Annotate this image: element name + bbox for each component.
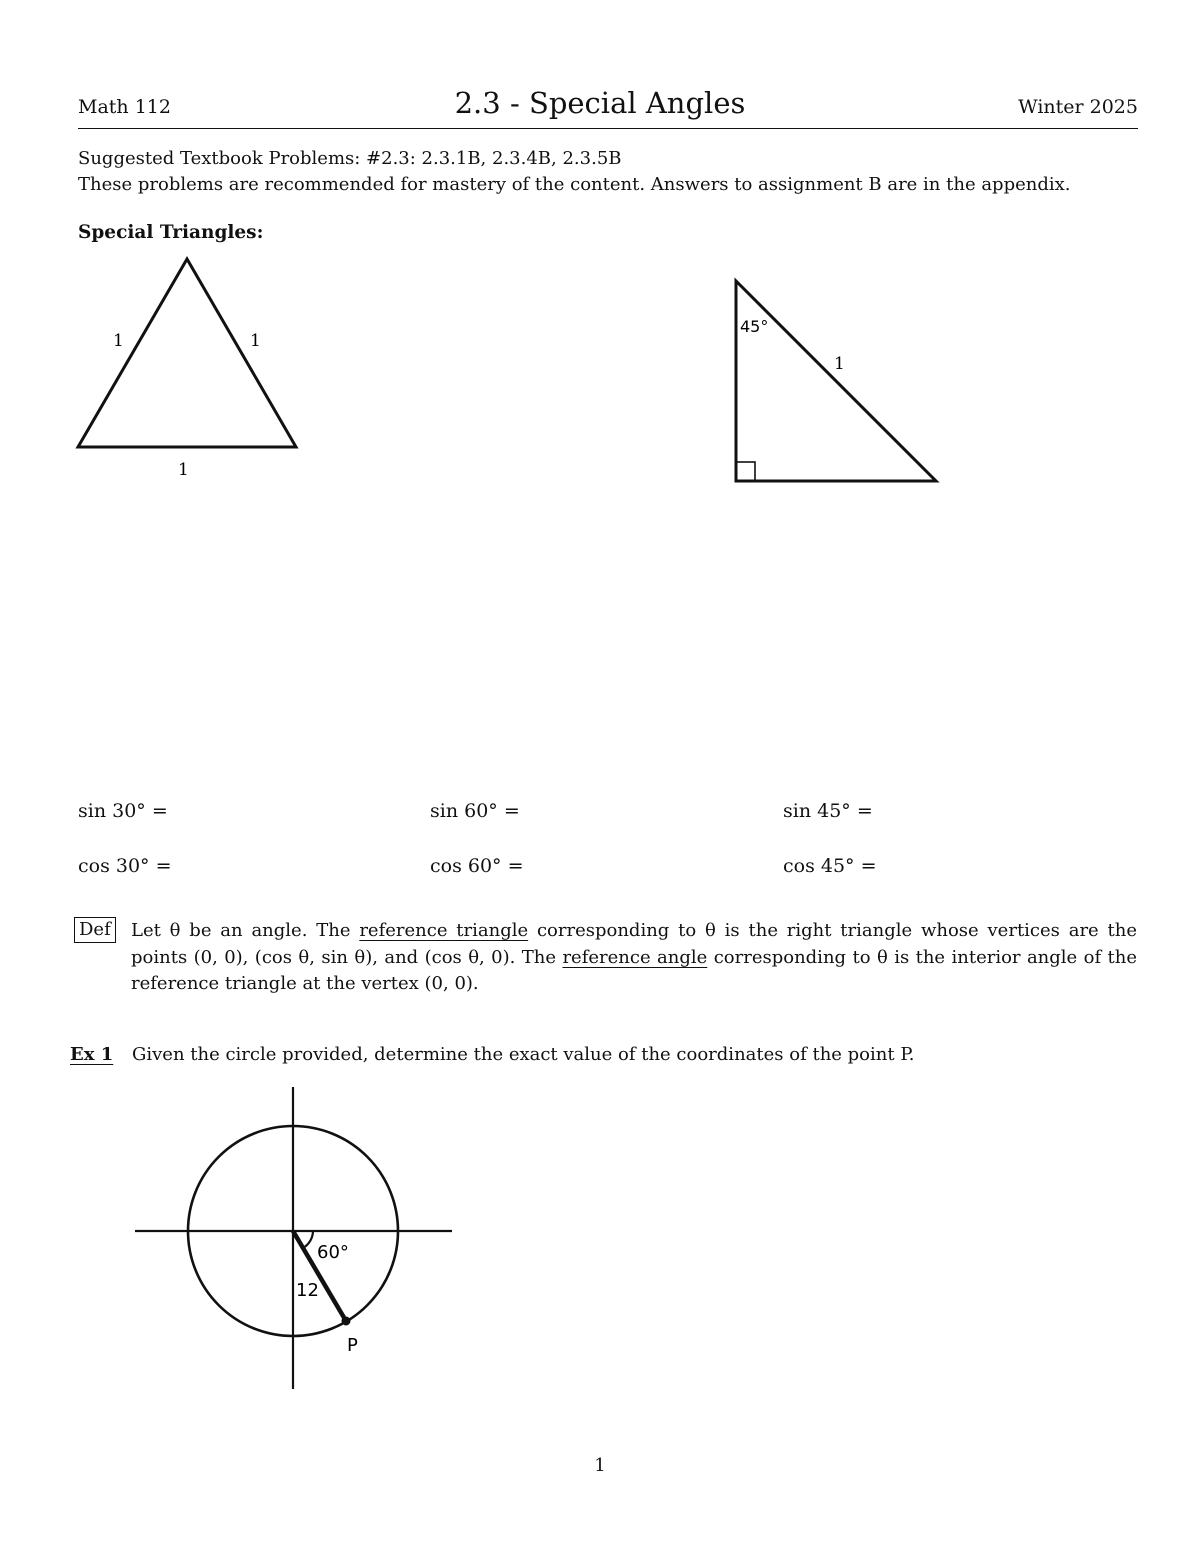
- definition-text: [131, 918, 1137, 998]
- sin-60-equation: sin 60° =: [430, 800, 520, 822]
- angle-arc: [303, 1231, 313, 1248]
- page-title: 2.3 - Special Angles: [454, 86, 746, 120]
- angle-45-label: 45°: [740, 317, 769, 336]
- definition-text-part-3: corresponding to θ is the interior angle of the reference triangle at the vertex (0, 0).: [131, 946, 1137, 994]
- right-triangle: [736, 281, 936, 481]
- reference-angle-term: reference angle: [562, 946, 708, 968]
- header-rule: [78, 128, 1138, 129]
- suggested-problems: Suggested Textbook Problems: #2.3: 2.3.1B, 2.3.4B, 2.3.5B: [78, 148, 622, 169]
- equilateral-side-left-label: 1: [113, 331, 124, 351]
- radius-12-label: 12: [296, 1280, 319, 1301]
- right-angle-marker: [736, 462, 755, 481]
- example-1-prompt: Given the circle provided, determine the exact value of the coordinates of the point P.: [132, 1044, 915, 1065]
- sin-30-equation: sin 30° =: [78, 800, 168, 822]
- point-p-dot: [342, 1317, 351, 1326]
- equilateral-triangle: [78, 259, 296, 447]
- equilateral-side-right-label: 1: [250, 331, 261, 351]
- term-label: Winter 2025: [1018, 96, 1138, 118]
- point-p-label: P: [347, 1335, 358, 1356]
- page-number: 1: [594, 1455, 606, 1476]
- reference-triangle-term: reference triangle: [359, 920, 529, 941]
- equilateral-side-bottom-label: 1: [178, 460, 189, 480]
- equilateral-triangle-figure: [60, 245, 320, 485]
- angle-60-label: 60°: [317, 1242, 349, 1263]
- sin-45-equation: sin 45° =: [783, 800, 873, 822]
- intro-note: These problems are recommended for mastery of the content. Answers to assignment B are in the appendix.: [78, 174, 1071, 195]
- definition-label: Def: [74, 917, 116, 943]
- definition-text-part-1: Let θ be an angle. The: [131, 920, 360, 941]
- cos-45-equation: cos 45° =: [783, 855, 877, 877]
- definition-text-part-2: corresponding to θ is the right triangle whose vertices are the points (0, 0), (cos θ, sin θ), and (cos θ, 0). The: [131, 920, 1138, 968]
- hypotenuse-label: 1: [834, 354, 845, 374]
- unit-circle-figure: [130, 1085, 460, 1395]
- course-label: Math 112: [78, 96, 171, 118]
- cos-60-equation: cos 60° =: [430, 855, 524, 877]
- special-triangles-heading: Special Triangles:: [78, 222, 264, 243]
- cos-30-equation: cos 30° =: [78, 855, 172, 877]
- example-1-label: Ex 1: [70, 1044, 114, 1065]
- right-triangle-figure: [720, 270, 960, 495]
